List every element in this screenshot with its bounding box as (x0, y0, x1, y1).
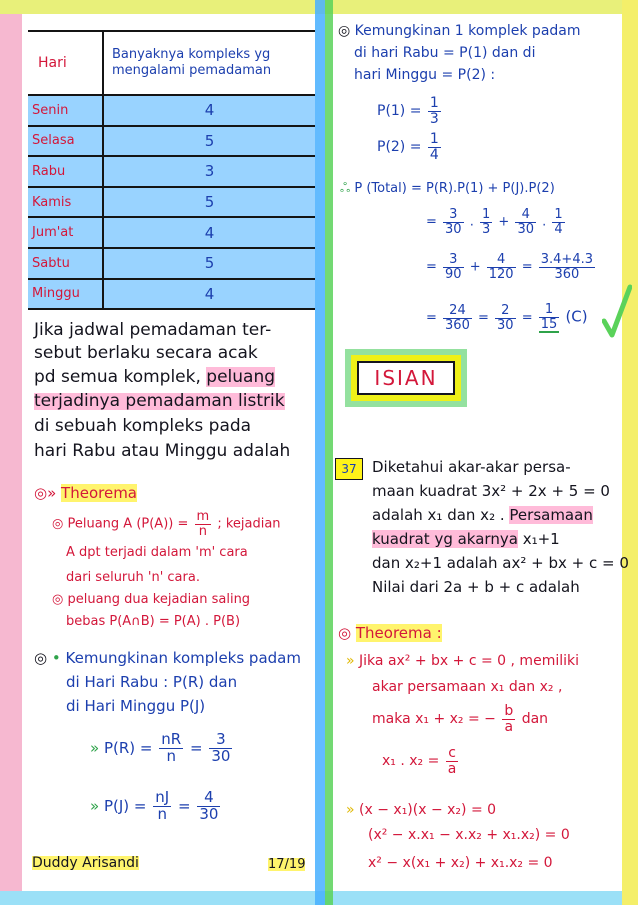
frac-num: 1 (554, 207, 563, 222)
total-label: P (Total) = (354, 181, 422, 196)
answer-choice: (C) (565, 307, 588, 326)
table-row (28, 279, 315, 310)
frac-den: n (166, 746, 176, 765)
frac-den: 30 (497, 317, 514, 333)
theorem-right-title-text: Theorema : (355, 624, 442, 642)
bullet-icon: ஃ (340, 181, 351, 196)
fraction-c-over-a (446, 746, 459, 776)
total-line (340, 182, 555, 195)
arrow-icon: » (346, 653, 355, 669)
row-day: Sabtu (28, 248, 103, 279)
question-line-6: hari Rabu atau Minggu adalah (34, 441, 291, 461)
frac-num: 4 (515, 208, 536, 223)
fraction-3-over-30 (209, 732, 232, 765)
arrow-icon: » (90, 738, 100, 757)
theorem-right-work-2: (x² − x.x₁ − x.x₂ + x₁.x₂) = 0 (368, 827, 570, 843)
frac-num: 24 (443, 304, 472, 319)
frac-num: 4 (197, 790, 220, 807)
table-row (28, 217, 315, 248)
frac-num: 1 (481, 207, 491, 222)
total-step-2: = $\frac{3}{90}$ + $\frac{4}{120}$ = $\frac{3.4+4.3}{360}$ (426, 252, 593, 282)
table-row (28, 126, 315, 157)
solution-left-pr: » P(R) = $\frac{nR}{n}$ = $\frac{3}{30}$ (90, 730, 231, 765)
frac-den: 3 (429, 110, 439, 127)
question-line-2: sebut berlaku secara acak (34, 343, 258, 363)
p2-label: P(2) = (377, 139, 422, 156)
question-line-3 (34, 369, 275, 386)
frac-num: 4 (487, 253, 516, 268)
frac-1-4 (552, 208, 564, 236)
frac-num: c (446, 746, 459, 762)
schedule-table (28, 30, 315, 310)
bullet-icon: ◎» (34, 484, 57, 502)
solution-right-line-2: di hari Rabu = P(1) dan di (354, 45, 536, 61)
border-left (0, 0, 22, 905)
q37-line-3 (372, 508, 593, 523)
solution-right-l1: Kemungkinan 1 komplek padam (354, 23, 581, 39)
p2-line (377, 132, 443, 162)
table-header-row (28, 31, 315, 95)
fraction-b-over-a (502, 704, 515, 734)
question-line-5: di sebuah kompleks pada (34, 416, 252, 436)
frac-den: n (157, 804, 167, 823)
theorem-left-l1b: ; kejadian (217, 516, 281, 532)
q37-l3a: adalah x₁ dan x₂ . (372, 506, 505, 524)
fraction-4-over-30 (197, 790, 220, 823)
theorem-left-line-1 (52, 510, 281, 538)
fraction-1-over-4 (428, 132, 441, 162)
frac-den: 30 (517, 221, 534, 237)
frac-num: 3.4+4.3 (540, 252, 593, 267)
arrow-icon: » (90, 796, 100, 815)
frac-num: 3 (443, 208, 464, 223)
theorem-left-line-5: bebas P(A∩B) = P(A) . P(B) (66, 614, 241, 629)
header-count: Banyaknya kompleks yg mengalami pemadaman (103, 31, 315, 95)
border-right (622, 0, 638, 905)
frac-den: a (504, 718, 514, 735)
solution-left-line-3: di Hari Minggu P(J) (66, 697, 206, 715)
question-line-3a: pd semua komplek, (34, 367, 201, 387)
theorem-right-l3a: maka x₁ + x₂ = − (372, 711, 496, 728)
bullet-icon: ◎ (34, 649, 48, 667)
question-highlight-peluang: peluang (206, 367, 276, 387)
q37-l4b: x₁+1 (522, 530, 560, 548)
page-number: 17/19 (268, 857, 306, 872)
frac-3-30 (443, 208, 464, 236)
frac-num: m (196, 509, 210, 524)
frac-num: 3 (209, 732, 232, 749)
row-count: 4 (103, 279, 315, 310)
q37-highlight-kuadrat: kuadrat yg akarnya (372, 530, 518, 548)
frac-num: 1 (429, 95, 439, 111)
q37-line-5: dan x₂+1 adalah ax² + bx + c = 0 (372, 554, 629, 572)
fraction-nr-over-n (159, 732, 183, 765)
q37-line-1: Diketahui akar-akar persa- (372, 458, 571, 476)
row-count: 4 (103, 217, 315, 248)
question-line-1: Jika jadwal pemadaman ter- (34, 320, 272, 340)
theorem-right-line-4 (382, 746, 460, 776)
theorem-left-line-4 (52, 593, 250, 606)
row-count: 3 (103, 156, 315, 187)
q37-line-2: maan kuadrat 3x² + 2x + 5 = 0 (372, 482, 610, 500)
theorem-right-work-1 (346, 803, 496, 817)
frac-den: 4 (554, 221, 563, 237)
theorem-right-w1: (x − x₁)(x − x₂) = 0 (359, 802, 497, 818)
frac-num: nR (161, 730, 182, 748)
row-count: 5 (103, 248, 315, 279)
frac-sum-360 (539, 253, 595, 281)
row-count: 4 (103, 95, 315, 126)
theorem-right-line-2: akar persamaan x₁ dan x₂ , (372, 679, 563, 695)
total-step-1: = $\frac{3}{30}$ . $\frac{1}{3}$ + $\frac{4}{30}$ . $\frac{1}{4}$ (426, 207, 563, 237)
row-day: Minggu (28, 279, 103, 310)
frac-den: 3 (481, 221, 491, 237)
frac-den: 4 (429, 146, 439, 163)
theorem-left-l4: peluang dua kejadian saling (67, 592, 251, 607)
frac-1-15 (539, 303, 560, 333)
solution-left-line-2: di Hari Rabu : P(R) dan (66, 673, 238, 691)
theorem-right-l4a: x₁ . x₂ = (382, 753, 440, 770)
row-count: 5 (103, 187, 315, 218)
frac-den: 30 (211, 746, 231, 765)
frac-den: a (447, 760, 457, 777)
row-day: Kamis (28, 187, 103, 218)
total-expr: P(R).P(1) + P(J).P(2) (426, 181, 555, 196)
divider-green (325, 0, 333, 905)
frac-den: n (198, 523, 207, 539)
frac-num: 1 (539, 303, 560, 318)
total-step-3: = $\frac{24}{360}$ = $\frac{2}{30}$ = $\frac{1}{15}$ (C) (426, 302, 588, 333)
frac-num: b (504, 703, 514, 719)
theorem-right-line-1 (346, 654, 579, 668)
row-day: Rabu (28, 156, 103, 187)
table-row (28, 187, 315, 218)
checkmark-icon (602, 283, 632, 343)
bullet-icon: • (51, 649, 61, 667)
bullet-icon: ◎ (338, 624, 352, 642)
theorem-left-l1a: Peluang A (P(A)) = (67, 516, 189, 532)
theorem-left-line-3: dari seluruh 'n' cara. (66, 570, 200, 585)
fraction-m-over-n (195, 510, 212, 538)
frac-24-360 (443, 304, 472, 332)
q37-highlight-persamaan: Persamaan (509, 506, 593, 524)
solution-left-pj: » P(J) = $\frac{nJ}{n}$ = $\frac{4}{30}$ (90, 788, 219, 823)
frac-den: 30 (445, 221, 462, 237)
frac-num: 3 (443, 253, 464, 268)
bullet-icon: ◎ (52, 516, 64, 532)
frac-4-120 (487, 253, 516, 281)
table-row (28, 95, 315, 126)
pr-label: P(R) = (103, 738, 153, 757)
fraction-1-over-3 (428, 96, 441, 126)
row-count: 5 (103, 126, 315, 157)
pj-label: P(J) = (103, 796, 147, 815)
q37-line-6: Nilai dari 2a + b + c adalah (372, 578, 580, 596)
table-row (28, 156, 315, 187)
solution-left-l1: Kemungkinan kompleks padam (65, 649, 301, 667)
frac-num: 2 (495, 304, 516, 319)
fraction-nj-over-n (153, 790, 171, 823)
theorem-right-work-3: x² − x(x₁ + x₂) + x₁.x₂ = 0 (368, 855, 553, 871)
frac-den: 15 (540, 316, 558, 332)
frac-den: 360 (554, 266, 580, 282)
frac-den: 360 (445, 317, 470, 333)
p1-label: P(1) = (377, 103, 422, 120)
bullet-icon: ◎ (338, 23, 351, 39)
frac-2-30 (495, 304, 516, 332)
solution-left-line-1 (34, 651, 301, 666)
row-day: Selasa (28, 126, 103, 157)
theorem-left-line-2: A dpt terjadi dalam 'm' cara (66, 545, 248, 560)
q37-line-4 (372, 532, 560, 547)
frac-num: 1 (429, 131, 439, 147)
bullet-icon: ◎ (52, 592, 64, 607)
frac-den: 90 (445, 266, 462, 282)
arrow-icon: » (346, 802, 355, 818)
theorem-right-line-3 (372, 704, 548, 734)
theorem-right-l1: Jika ax² + bx + c = 0 , memiliki (359, 653, 579, 669)
question-line-4: terjadinya pemadaman listrik (34, 391, 285, 411)
theorem-right-title (338, 626, 442, 641)
frac-3-90 (443, 253, 464, 281)
header-day: Hari (28, 31, 103, 95)
frac-den: 120 (488, 266, 514, 282)
frac-4-30 (515, 208, 536, 236)
theorem-left-title (34, 486, 137, 501)
frac-den: 30 (199, 804, 219, 823)
row-day: Senin (28, 95, 103, 126)
theorem-left-title-text: Theorema (61, 484, 137, 502)
table-row (28, 248, 315, 279)
frac-num: nJ (155, 788, 170, 806)
row-day: Jum'at (28, 217, 103, 248)
solution-right-line-1 (338, 24, 581, 38)
p1-line (377, 96, 443, 126)
author-name: Duddy Arisandi (32, 855, 139, 871)
solution-right-line-3: hari Minggu = P(2) : (354, 67, 496, 83)
isian-section-label: ISIAN (357, 361, 455, 395)
theorem-right-l3b: dan (521, 711, 549, 728)
question-number-badge: 37 (335, 458, 363, 480)
divider-cyan (315, 0, 325, 905)
frac-1-3 (480, 208, 492, 236)
